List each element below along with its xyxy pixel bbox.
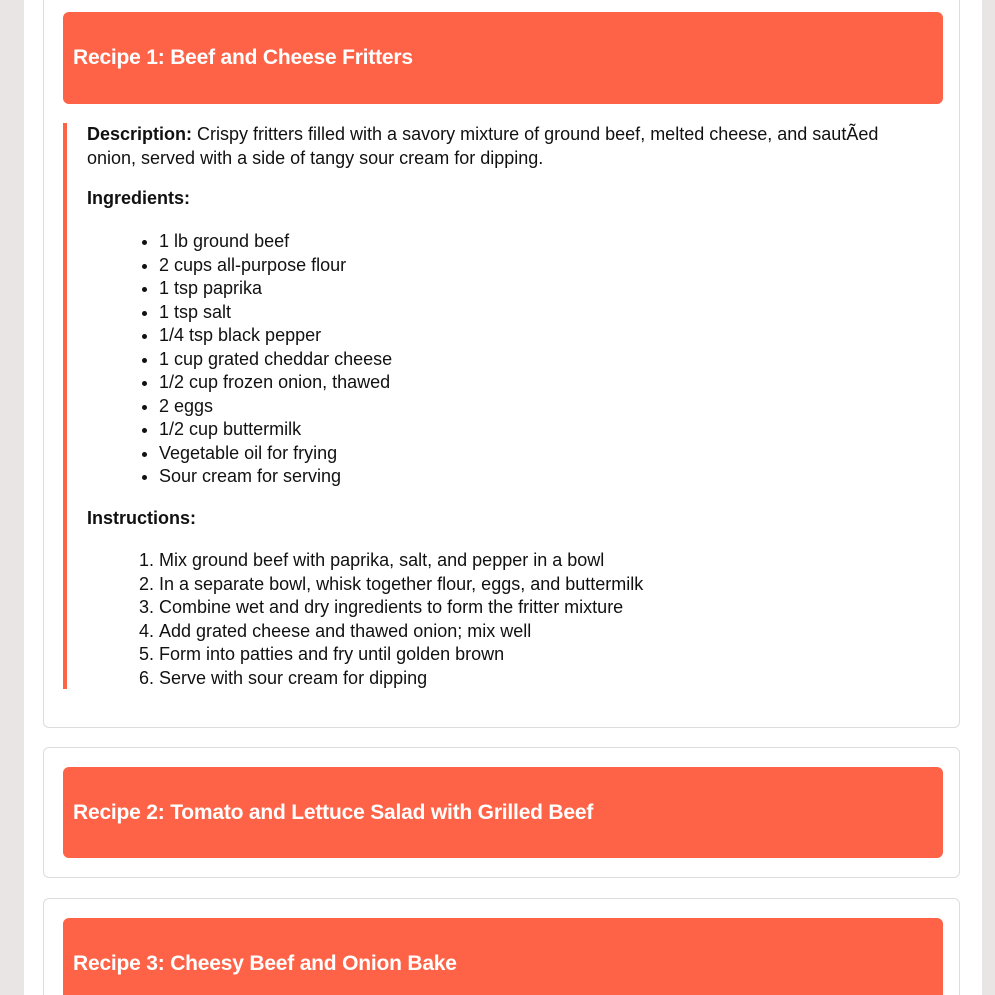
ingredient-item: • 1 lb ground beef — [159, 230, 392, 254]
ingredient-item: • 1 cup grated cheddar cheese — [159, 348, 392, 372]
instruction-step: 5. Form into patties and fry until golden brown — [159, 643, 643, 667]
ingredients-list — [87, 230, 392, 489]
ingredient-item: • 1/2 cup buttermilk — [159, 418, 392, 442]
instructions-heading: Instructions: — [87, 508, 197, 528]
recipe-page — [24, 0, 982, 995]
ingredients-heading: Ingredients: — [87, 188, 191, 208]
ingredient-item: • 1/4 tsp black pepper — [159, 324, 392, 348]
recipe-header[interactable] — [63, 918, 943, 995]
description-label: Description: — [87, 124, 193, 144]
recipe-title: Recipe 1: Beef and Cheese Fritters — [73, 46, 413, 69]
recipe-description — [87, 123, 923, 170]
ingredient-item: • 1/2 cup frozen onion, thawed — [159, 371, 392, 395]
recipe-details — [63, 123, 923, 689]
recipe-card — [43, 0, 960, 728]
instruction-step: 3. Combine wet and dry ingredients to form the fritter mixture — [159, 596, 643, 620]
recipe-header[interactable] — [63, 12, 943, 104]
ingredient-item: • Vegetable oil for frying — [159, 442, 392, 466]
recipe-title: Recipe 2: Tomato and Lettuce Salad with Grilled Beef — [73, 800, 594, 824]
instructions-list — [87, 549, 643, 690]
ingredient-item: • 2 cups all-purpose flour — [159, 254, 392, 278]
recipe-card — [43, 898, 960, 995]
instruction-step: 1. Mix ground beef with paprika, salt, and pepper in a bowl — [159, 549, 643, 573]
recipe-header[interactable] — [63, 767, 943, 858]
ingredient-item: • 1 tsp salt — [159, 301, 392, 325]
ingredient-item: • Sour cream for serving — [159, 465, 392, 489]
instruction-step: 4. Add grated cheese and thawed onion; mix well — [159, 620, 643, 644]
ingredient-item: • 2 eggs — [159, 395, 392, 419]
ingredient-item: • 1 tsp paprika — [159, 277, 392, 301]
instruction-step: 2. In a separate bowl, whisk together flour, eggs, and buttermilk — [159, 573, 643, 597]
instruction-step: 6. Serve with sour cream for dipping — [159, 667, 643, 691]
description-text: Crispy fritters filled with a savory mixture of ground beef, melted cheese, and sautÃed onion, served with a side of tangy sour cream for dipping. — [87, 124, 879, 168]
recipe-title: Recipe 3: Cheesy Beef and Onion Bake — [73, 951, 457, 975]
recipe-card — [43, 747, 960, 878]
